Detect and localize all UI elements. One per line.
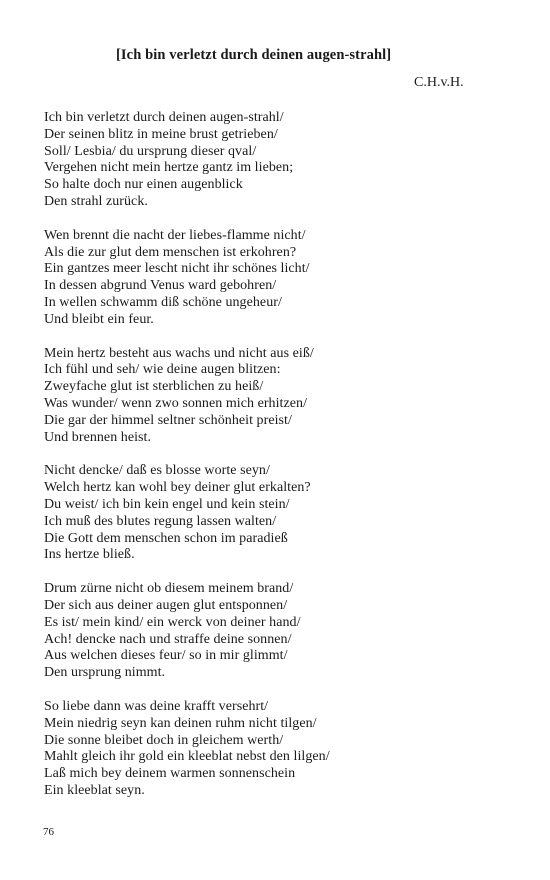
stanza [44,699,524,800]
poem-line: Ach! dencke nach und straffe deine sonnen/ [44,631,292,647]
poem-line: Den ursprung nimmt. [44,665,166,681]
poem-line: Ein gantzes meer lescht nicht ihr schönes licht/ [44,261,310,277]
poem-line: Aus welchen dieses feur/ so in mir glimmt/ [44,648,288,664]
poem-line: Mein niedrig seyn kan deinen ruhm nicht tilgen/ [44,715,317,731]
poem-line: Was wunder/ wenn zwo sonnen mich erhitzen/ [44,395,308,411]
poem-line: Welch hertz kan wohl bey deiner glut erkalten? [44,480,311,496]
poem-line: So liebe dann was deine krafft versehrt/ [44,698,269,714]
poem-line: Der sich aus deiner augen glut entsponnen/ [44,597,288,613]
poem-line: Und bleibt ein feur. [44,311,154,327]
poem-line: Du weist/ ich bin kein engel und kein stein/ [44,496,290,512]
poem-title: [Ich bin verletzt durch deinen augen-strahl] [116,47,392,63]
poem-line: Drum zürne nicht ob diesem meinem brand/ [44,581,294,597]
stanza [44,346,524,447]
poem-line: Die Gott dem menschen schon im paradieß [44,530,288,546]
poem-line: Zweyfache glut ist sterblichen zu heiß/ [44,379,264,395]
poem-line: Ins hertze bließ. [44,547,135,563]
poem-line: Mein hertz besteht aus wachs und nicht aus eiß/ [44,345,314,361]
poem-author: C.H.v.H. [414,75,464,90]
poem-line: Als die zur glut dem menschen ist erkohren? [44,244,297,260]
poem-line: Ich bin verletzt durch deinen augen-strahl/ [44,110,284,125]
stanza [44,110,524,211]
poem-line: Ein kleeblat seyn. [44,782,145,798]
poem-line: Mahlt gleich ihr gold ein kleeblat nebst den lilgen/ [44,749,330,765]
poem-line: Nicht dencke/ daß es blosse worte seyn/ [44,463,270,479]
poem-line: Die gar der himmel seltner schönheit preist/ [44,412,292,428]
poem-line: Die sonne bleibet doch in gleichem werth/ [44,732,284,748]
page-number: 76 [43,826,54,838]
poem-line: Laß mich bey deinem warmen sonnenschein [44,766,296,782]
poem-line: In wellen schwamm diß schöne ungeheur/ [44,294,282,310]
poem-body [44,110,524,817]
poem-line: In dessen abgrund Venus ward gebohren/ [44,278,277,294]
stanza [44,463,524,564]
poem-line: Der seinen blitz in meine brust getrieben/ [44,126,278,142]
poem-line: Den strahl zurück. [44,193,148,209]
poem-line: Ich muß des blutes regung lassen walten/ [44,513,277,529]
poem-line: Und brennen heist. [44,429,152,445]
poem-line: So halte doch nur einen augenblick [44,177,243,193]
poem-line: Es ist/ mein kind/ ein werck von deiner hand/ [44,614,301,630]
poem-line: Wen brennt die nacht der liebes-flamme nicht/ [44,227,306,243]
stanza [44,228,524,329]
stanza [44,581,524,682]
poem-line: Soll/ Lesbia/ du ursprung dieser qval/ [44,143,257,159]
poem-line: Ich fühl und seh/ wie deine augen blitzen: [44,362,281,378]
poem-line: Vergehen nicht mein hertze gantz im lieben; [44,160,294,176]
